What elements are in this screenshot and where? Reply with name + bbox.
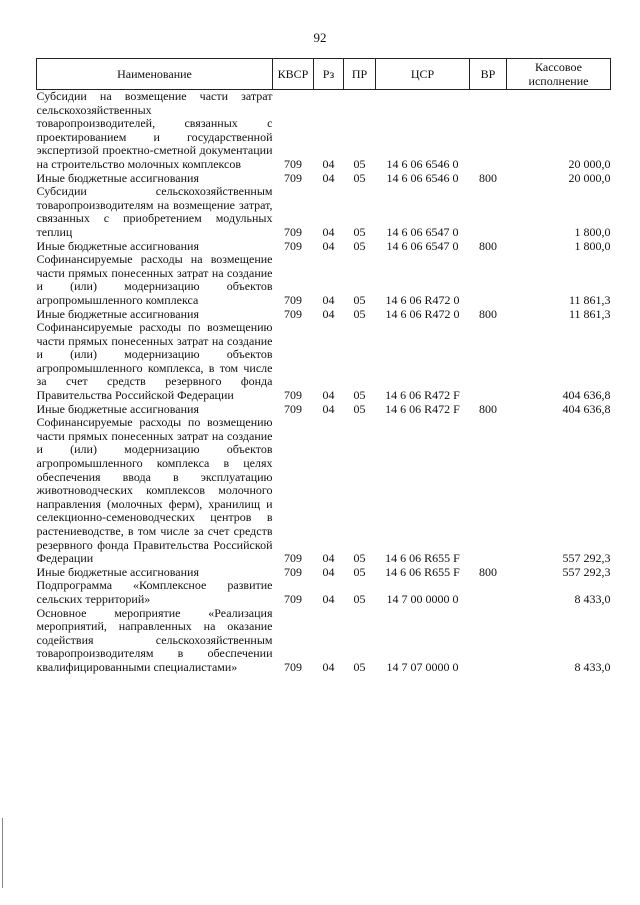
cell-rz: 04 [322,564,335,579]
table-row [37,607,611,675]
table-row [37,90,611,172]
cell-amount: 8 433,0 [574,659,611,674]
cell-kvsr: 709 [284,156,302,171]
cell-amount: 20 000,0 [568,170,611,185]
cell-pr: 05 [353,591,366,606]
cell-vr: 800 [479,170,497,185]
cell-kvsr: 709 [284,591,302,606]
table-row [37,172,611,186]
table-row [37,240,611,254]
table-row [37,566,611,580]
cell-name: Софинансируемые расходы по возмещению части прямых понесенных затрат на создание и (или) модернизацию объектов агропромышленного комплекса в целях обеспечения ввода в эксплуатацию животноводческих комплексов молочного направления (молочных ферм), хранилищ и селекционно-семеноводческих центров в растениеводстве, в том числе за счет средств резервного фонда Правительства Российской Федерации [36,415,273,566]
cell-name: Иные бюджетные ассигнования [36,170,199,185]
cell-vr: 800 [479,401,497,416]
cell-rz: 04 [322,170,335,185]
cell-amount: 404 636,8 [562,401,611,416]
header-name: Наименование [37,59,273,90]
cell-csr: 14 6 06 R655 F [385,564,460,579]
cell-name: Основное мероприятие «Реализация мероприятий, направленных на оказание содействия сельскохозяйственным товаропроизводителям в обеспечении квалифицированными специалистами» [36,605,273,674]
cell-kvsr: 709 [284,306,302,321]
cell-vr [470,185,507,239]
cell-rz: 04 [322,591,335,606]
table-header [37,59,611,90]
cell-kvsr: 709 [284,224,302,239]
cell-kvsr: 709 [284,170,302,185]
cell-amount: 557 292,3 [562,564,611,579]
budget-execution-table [36,58,611,675]
cell-kvsr: 709 [284,401,302,416]
cell-amount: 557 292,3 [562,551,611,566]
cell-kvsr: 709 [284,238,302,253]
cell-name: Иные бюджетные ассигнования [36,564,199,579]
table-row [37,308,611,322]
header-kvsr: КВСР [273,59,314,90]
cell-amount: 404 636,8 [562,388,611,403]
cell-name: Иные бюджетные ассигнования [36,401,199,416]
cell-pr: 05 [353,238,366,253]
cell-rz: 04 [322,156,335,171]
header-csr: ЦСР [376,59,470,90]
cell-kvsr: 709 [284,292,302,307]
cell-csr: 14 7 00 0000 0 [386,591,459,606]
cell-name: Субсидии на возмещение части затрат сельскохозяйственных товаропроизводителей, связанных с проектированием и государственной экспертизой проектно-сметной документации на строительство молочных комплексов [36,89,273,171]
cell-rz: 04 [322,659,335,674]
cell-vr [470,416,507,566]
table-body [37,90,611,675]
header-amount: Кассовое исполнение [507,59,611,90]
cell-pr: 05 [353,224,366,239]
scan-margin-mark [2,818,3,888]
cell-pr: 05 [353,659,366,674]
cell-pr: 05 [353,564,366,579]
cell-name: Иные бюджетные ассигнования [36,238,199,253]
header-pr: ПР [344,59,376,90]
cell-csr: 14 6 06 R472 0 [385,292,460,307]
cell-vr [470,90,507,172]
cell-rz: 04 [322,224,335,239]
cell-vr [470,321,507,403]
cell-csr: 14 6 06 R472 F [385,388,460,403]
table-row [37,185,611,239]
cell-kvsr: 709 [284,659,302,674]
cell-vr [470,253,507,307]
header-rz: Рз [314,59,344,90]
cell-name: Софинансируемые расходы по возмещению части прямых понесенных затрат на создание и (или) модернизацию объектов агропромышленного комплекса, в том числе за счет средств резервного фонда Правительства Российской Федерации [36,320,273,403]
cell-name: Софинансируемые расходы на возмещение части прямых понесенных затрат на создание и (или) модернизацию объектов агропромышленного комплекса [36,252,273,307]
cell-amount: 20 000,0 [568,156,611,171]
page-number: 92 [313,30,327,45]
cell-vr [470,607,507,675]
cell-vr: 800 [479,306,497,321]
cell-csr: 14 6 06 R472 F [385,401,460,416]
cell-pr: 05 [353,306,366,321]
cell-name: Подпрограмма «Комплексное развитие сельских территорий» [36,578,273,606]
cell-rz: 04 [322,306,335,321]
cell-pr: 05 [353,292,366,307]
cell-amount: 1 800,0 [574,224,611,239]
cell-csr: 14 6 06 R655 F [385,551,460,566]
table-row [37,416,611,566]
cell-rz: 04 [322,238,335,253]
table-row [37,321,611,403]
header-vr: ВР [470,59,507,90]
cell-kvsr: 709 [284,388,302,403]
cell-vr: 800 [479,238,497,253]
cell-name: Иные бюджетные ассигнования [36,306,199,321]
cell-amount: 11 861,3 [568,292,611,307]
cell-csr: 14 6 06 6546 0 [386,156,459,171]
cell-csr: 14 6 06 6547 0 [386,238,459,253]
cell-pr: 05 [353,388,366,403]
table-row [37,579,611,606]
cell-csr: 14 6 06 6547 0 [386,224,459,239]
cell-pr: 05 [353,551,366,566]
cell-pr: 05 [353,401,366,416]
cell-kvsr: 709 [284,564,302,579]
cell-kvsr: 709 [284,551,302,566]
cell-pr: 05 [353,156,366,171]
cell-rz: 04 [322,401,335,416]
cell-vr: 800 [479,564,497,579]
table-row [37,403,611,417]
cell-amount: 11 861,3 [568,306,611,321]
cell-csr: 14 6 06 R472 0 [385,306,460,321]
cell-csr: 14 6 06 6546 0 [386,170,459,185]
cell-rz: 04 [322,551,335,566]
cell-amount: 1 800,0 [574,238,611,253]
cell-rz: 04 [322,388,335,403]
cell-pr: 05 [353,170,366,185]
cell-vr [470,579,507,606]
cell-csr: 14 7 07 0000 0 [386,659,459,674]
cell-amount: 8 433,0 [574,591,611,606]
cell-name: Субсидии сельскохозяйственным товаропроизводителям на возмещение затрат, связанных с приобретением модульных теплиц [36,184,273,239]
cell-rz: 04 [322,292,335,307]
table-row [37,253,611,307]
